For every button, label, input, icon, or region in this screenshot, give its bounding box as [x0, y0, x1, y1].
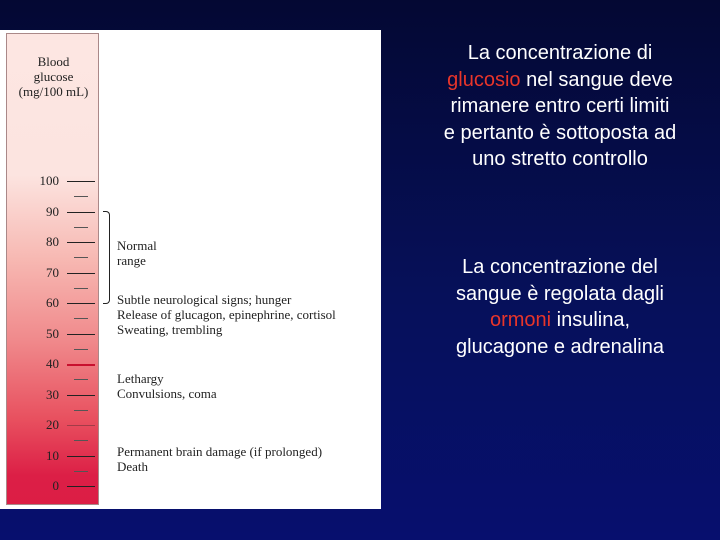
- tick-label-50: 50: [46, 326, 59, 341]
- tick-minor: [74, 440, 88, 441]
- tick-label-20: 20: [46, 417, 59, 432]
- tick-label-80: 80: [46, 234, 59, 249]
- effect-line: Subtle neurological signs; hunger: [117, 292, 292, 307]
- effect-line: Death: [117, 459, 149, 474]
- effect-group-35: [117, 371, 217, 401]
- blood-glucose-figure: [0, 30, 381, 509]
- tick-label-10: 10: [46, 448, 59, 463]
- effect-line: Lethargy: [117, 371, 164, 386]
- tick-minor: [74, 349, 88, 350]
- tick-70: [67, 273, 95, 274]
- effect-line: Sweating, trembling: [117, 322, 223, 337]
- glucose-gauge-column: [6, 33, 99, 505]
- tick-minor: [74, 318, 88, 319]
- effect-group-10: [117, 444, 322, 474]
- text-span: insulina,: [551, 309, 631, 331]
- hormone-regulation-paragraph: [400, 254, 720, 360]
- text-line: La concentrazione del: [462, 256, 658, 278]
- effect-group-60: [117, 292, 336, 337]
- gauge-title-line: (mg/100 mL): [18, 84, 89, 99]
- normal-range-line: range: [117, 253, 146, 268]
- text-line: La concentrazione di: [467, 42, 653, 64]
- tick-label-30: 30: [46, 387, 59, 402]
- effect-line: Permanent brain damage (if prolonged): [117, 444, 323, 459]
- tick-10: [67, 456, 95, 457]
- effect-line: Convulsions, coma: [117, 386, 217, 401]
- tick-label-100: 100: [39, 173, 59, 188]
- tick-label-0: 0: [52, 478, 59, 493]
- text-span: nel sangue deve: [520, 68, 673, 91]
- tick-minor: [74, 227, 88, 228]
- text-line: glucagone e adrenalina: [456, 335, 664, 358]
- tick-minor: [74, 410, 88, 411]
- tick-30: [67, 395, 95, 396]
- tick-minor: [74, 471, 88, 472]
- tick-60: [67, 303, 95, 304]
- text-line: e pertanto è sottoposta ad: [443, 121, 677, 144]
- text-line: rimanere entro certi limiti: [450, 95, 670, 117]
- tick-minor: [74, 257, 88, 258]
- text-line: [400, 307, 720, 334]
- normal-range-brace: [103, 211, 110, 304]
- gauge-title-line: glucose: [33, 69, 74, 84]
- tick-minor: [74, 379, 88, 380]
- tick-40-highlight: [67, 364, 95, 366]
- text-line: sangue è regolata dagli: [456, 282, 664, 305]
- tick-label-90: 90: [46, 204, 59, 219]
- tick-80: [67, 242, 95, 243]
- text-line: uno stretto controllo: [472, 148, 648, 170]
- text-line: [400, 67, 720, 94]
- normal-range-label: [117, 238, 157, 268]
- highlight-glucosio: glucosio: [447, 68, 521, 91]
- tick-label-60: 60: [46, 295, 59, 310]
- tick-0: [67, 486, 95, 487]
- tick-minor: [74, 288, 88, 289]
- glucose-limits-paragraph: [400, 40, 720, 173]
- normal-range-line: Normal: [117, 238, 157, 253]
- gauge-title-line: Blood: [37, 54, 70, 69]
- tick-label-70: 70: [46, 265, 59, 280]
- tick-90: [67, 212, 95, 213]
- highlight-ormoni: ormoni: [489, 309, 552, 331]
- tick-20: [67, 425, 95, 426]
- tick-minor: [74, 196, 88, 197]
- gauge-title: [7, 54, 100, 99]
- tick-50: [67, 334, 95, 335]
- tick-label-40: 40: [46, 356, 59, 371]
- effect-line: Release of glucagon, epinephrine, cortisol: [117, 307, 336, 322]
- tick-100: [67, 181, 95, 182]
